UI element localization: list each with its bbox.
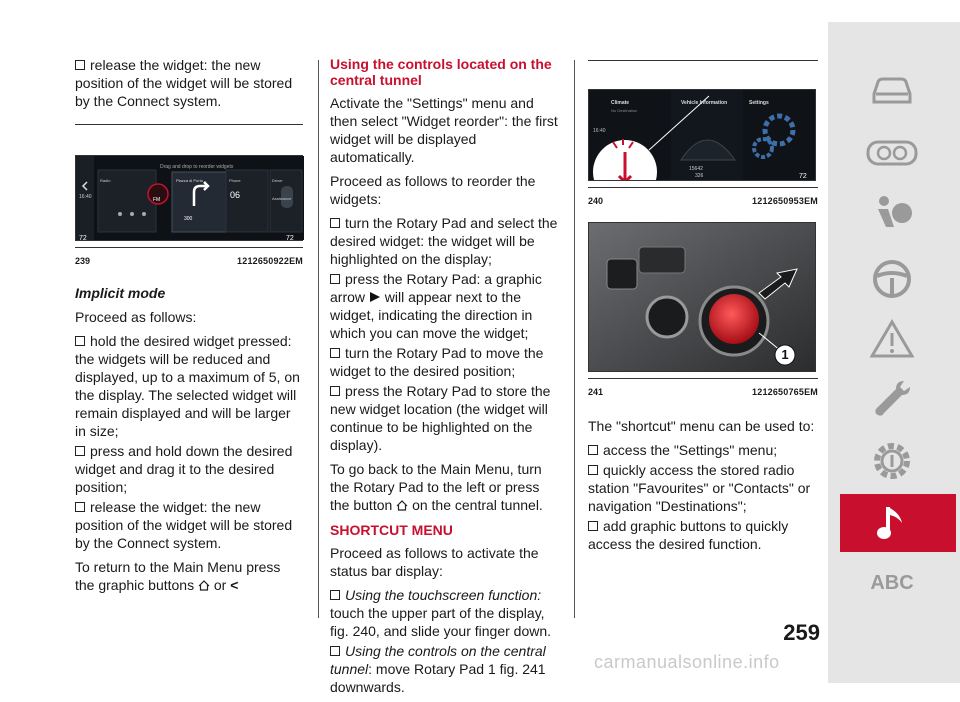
bullet-drag-widget: press and hold down the desired widget and drag it to the desired position; <box>75 443 293 495</box>
fig239-count: 06 <box>230 190 241 200</box>
bullet-access-settings: access the "Settings" menu; <box>588 441 818 459</box>
column-divider-1 <box>318 60 319 618</box>
checkbox-bullet-icon <box>588 445 598 455</box>
arrow-icon <box>369 291 381 303</box>
bullet-hold-widget: hold the desired widget pressed: the widgets will be reduced and displayed, up to a maximum of 5, on the display. The selected widget will remain displayed and will be larger in size; <box>75 333 300 439</box>
rule <box>75 124 303 125</box>
figure-241 <box>588 222 816 372</box>
abc-label[interactable]: ABC <box>870 572 914 594</box>
column-1 <box>75 56 303 600</box>
fig239-dist: 300 <box>184 216 193 222</box>
rule <box>588 187 818 188</box>
rule <box>75 247 303 248</box>
checkbox-bullet-icon <box>330 218 340 228</box>
fig240-odo1: 15642 <box>689 166 703 172</box>
implicit-mode-title: Implicit mode <box>75 285 166 301</box>
warning-icon[interactable] <box>856 314 928 364</box>
figure-240 <box>588 89 816 181</box>
figure-240-caption: 240 1212650953EM <box>588 196 818 206</box>
central-tunnel-heading: Using the controls located on the central tunnel <box>330 56 552 88</box>
fig239-radio: Radio <box>100 178 111 183</box>
checkbox-bullet-icon <box>75 502 85 512</box>
airbag-icon[interactable] <box>856 190 928 240</box>
checkbox-bullet-icon <box>330 274 340 284</box>
checkbox-bullet-icon <box>588 521 598 531</box>
music-note-icon[interactable] <box>856 498 928 548</box>
fig239-time: 16:40 <box>79 194 92 200</box>
return-main-menu: To return to the Main Menu press the graphic buttons or < <box>75 559 281 593</box>
checkbox-bullet-icon <box>75 60 85 70</box>
figure-241-caption: 241 1212650765EM <box>588 387 818 397</box>
home-icon <box>198 580 210 591</box>
checkbox-bullet-icon <box>330 348 340 358</box>
figure-239 <box>75 155 303 241</box>
fig240-nav: No Destination <box>611 108 638 113</box>
column-3 <box>588 60 818 559</box>
fig240-settings: Settings <box>749 100 769 106</box>
bullet-release-widget-2: release the widget: the new position of the widget will be stored by the Connect system. <box>75 499 293 551</box>
bullet-turn-move: turn the Rotary Pad to move the widget to the desired position; <box>330 345 544 379</box>
fig239-fm: FM <box>153 197 161 203</box>
wrench-icon[interactable] <box>856 374 928 424</box>
dashboard-icon[interactable] <box>856 128 928 178</box>
checkbox-bullet-icon <box>588 465 598 475</box>
shortcut-menu-heading: SHORTCUT MENU <box>330 522 453 538</box>
proceed-text: Proceed as follows: <box>75 309 197 325</box>
fig240-time: 16:40 <box>593 128 606 134</box>
checkbox-bullet-icon <box>75 336 85 346</box>
home-icon <box>396 500 408 511</box>
activate-settings-text: Activate the "Settings" menu and then select "Widget reorder": the first widget will be displayed automatically. <box>330 95 558 165</box>
fig240-climate: Climate <box>611 100 630 106</box>
page-number: 259 <box>783 620 820 645</box>
fig239-temp-right: 72 <box>286 235 294 242</box>
fig240-odo2: 326 <box>695 173 704 179</box>
fig241-label-1: 1 <box>781 347 789 362</box>
steering-wheel-icon[interactable] <box>856 254 928 304</box>
column-2 <box>330 56 562 702</box>
bullet-press-store: press the Rotary Pad to store the new widget location (the widget will continue to be highlighted on the display). <box>330 383 551 453</box>
fig239-phone: Phone <box>229 178 241 183</box>
rule <box>588 60 818 61</box>
fig240-vehicle-info: Vehicle Information <box>681 100 728 106</box>
bullet-turn-pad: turn the Rotary Pad and select the desired widget: the widget will be highlighted on the display; <box>330 215 558 267</box>
chapter-sidebar <box>828 22 960 683</box>
go-back-text: To go back to the Main Menu, turn the Rotary Pad to the left or press the button on the central tunnel. <box>330 461 543 513</box>
bullet-release-widget: release the widget: the new position of the widget will be stored by the Connect system. <box>75 57 293 109</box>
fig240-temp: 72 <box>799 173 807 180</box>
watermark: carmanualsonline.info <box>594 652 780 672</box>
bullet-quick-access: quickly access the stored radio station "Favourites" or "Contacts" or navigation "Destinations"; <box>588 462 811 514</box>
checkbox-bullet-icon <box>330 386 340 396</box>
fig239-driver: Driver Assistance <box>272 178 292 201</box>
bullet-touchscreen: Using the touchscreen function: touch the upper part of the display, fig. 240, and slide your finger down. <box>330 587 552 639</box>
bullet-tunnel-controls: Using the controls on the central tunnel: move Rotary Pad 1 fig. 241 downwards. <box>330 643 546 695</box>
status-bar-text: Proceed as follows to activate the status bar display: <box>330 545 539 579</box>
checkbox-bullet-icon <box>75 446 85 456</box>
fig239-header: Drag and drop to reorder widgets <box>160 164 234 170</box>
back-glyph: < <box>230 577 239 593</box>
bullet-add-buttons: add graphic buttons to quickly access the desired function. <box>588 518 789 552</box>
reorder-proceed-text: Proceed as follows to reorder the widgets: <box>330 173 536 207</box>
fig239-temp-left: 72 <box>79 235 87 242</box>
column-divider-2 <box>574 60 575 618</box>
checkbox-bullet-icon <box>330 590 340 600</box>
figure-239-caption: 239 1212650922EM <box>75 256 303 266</box>
gear-icon[interactable] <box>856 436 928 486</box>
checkbox-bullet-icon <box>330 646 340 656</box>
fig239-piazza: Piazza di Porta ... <box>176 178 208 183</box>
car-icon[interactable] <box>856 66 928 116</box>
bullet-press-pad: press the Rotary Pad: a graphic arrow will appear next to the widget, indicating the direction in which you can move the widget; <box>330 271 542 341</box>
shortcut-usage-text: The "shortcut" menu can be used to: <box>588 418 815 434</box>
rule <box>588 378 818 379</box>
